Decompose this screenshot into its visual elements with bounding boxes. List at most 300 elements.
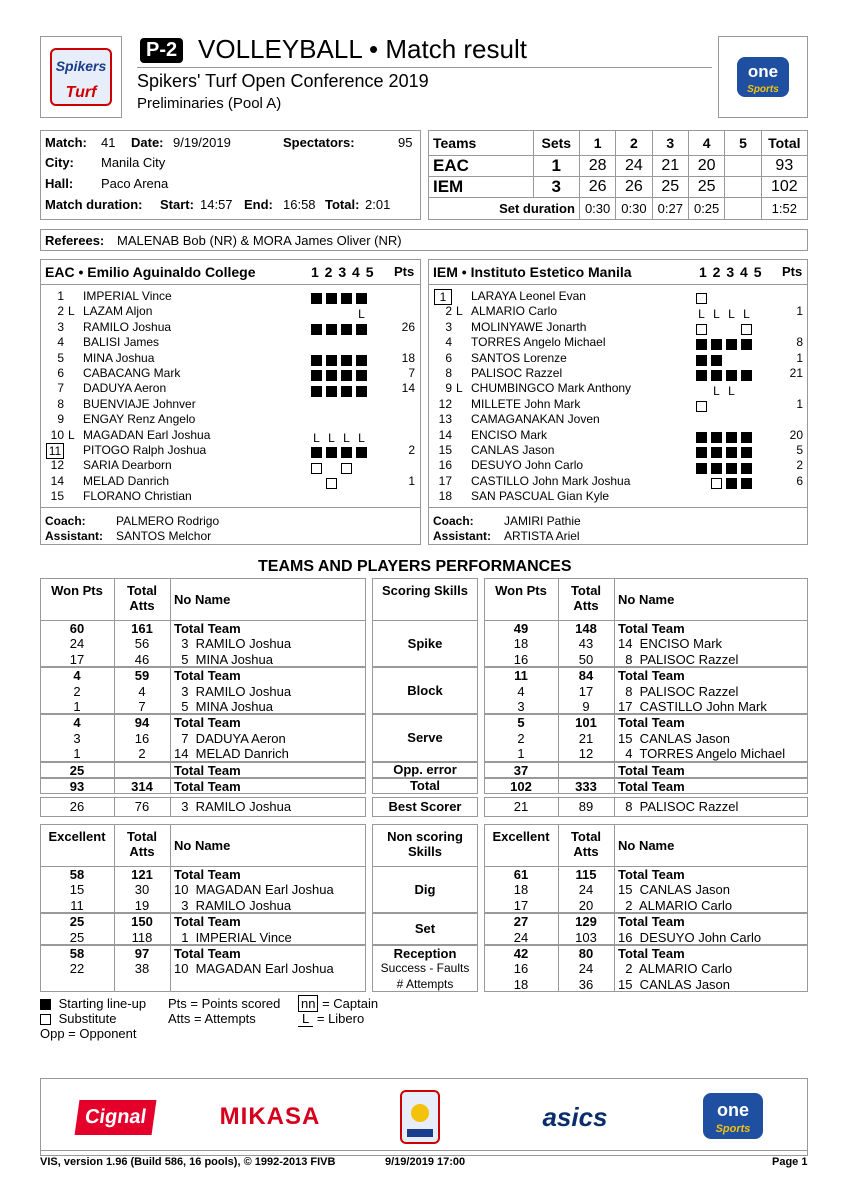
best-scorer-name: 8 PALISOC Razzel: [618, 799, 739, 814]
assistant-name: SANTOS Melchor: [116, 529, 212, 543]
player-row: [428, 474, 808, 489]
value-first: 1: [73, 746, 81, 762]
value-name: 15 CANLAS Jason: [618, 730, 731, 746]
starting-square-icon: [711, 370, 722, 381]
starting-square-icon: [696, 432, 707, 443]
value-first: 5: [517, 715, 525, 731]
player-points: 20: [789, 427, 803, 442]
date-label: Date:: [131, 135, 164, 150]
starting-square-icon: [696, 463, 707, 474]
set-presence: [311, 413, 391, 426]
starting-square-icon: [356, 355, 367, 366]
player-number: 13: [438, 412, 452, 427]
set-score: 20: [688, 156, 724, 177]
svg-text:Turf: Turf: [65, 84, 97, 101]
starting-square-icon: [711, 447, 722, 458]
set-presence: [311, 367, 391, 380]
player-number: 16: [438, 458, 452, 473]
value-total: 30: [134, 882, 150, 898]
value-total: 43: [578, 636, 594, 652]
value-first: 49: [513, 621, 529, 636]
starting-square-icon: [356, 324, 367, 335]
libero-marker: L: [728, 384, 735, 399]
value-first: 58: [69, 867, 85, 882]
set-presence: [696, 475, 776, 488]
assistant-label: Assistant:: [433, 529, 492, 543]
points-header: Pts: [782, 264, 803, 279]
player-number: 12: [50, 458, 64, 473]
set-score: 25: [652, 177, 688, 198]
set-presence: [311, 475, 391, 488]
value-name: 5 MINA Joshua: [174, 699, 273, 714]
starting-square-icon: [326, 355, 337, 366]
player-name: FLORANO Christian: [83, 489, 192, 504]
player-row: [428, 397, 808, 412]
value-name: Total Team: [174, 668, 241, 684]
starting-square-icon: [341, 386, 352, 397]
starting-square-icon: [341, 447, 352, 458]
value-total: 118: [131, 929, 153, 945]
value-total: 16: [134, 730, 150, 746]
referees-label: Referees:: [45, 233, 105, 248]
player-row: [40, 458, 420, 473]
total-label: Total:: [325, 197, 360, 212]
player-number: 5: [57, 350, 64, 365]
value-name: Total Team: [618, 914, 685, 930]
value-first: 25: [69, 929, 85, 945]
col-divider: [114, 578, 115, 621]
end-label: End:: [244, 197, 273, 212]
player-row: [40, 351, 420, 366]
col-header-no-name: No Name: [618, 592, 675, 607]
skill-subtitle: Success - Faults: [380, 961, 470, 976]
legend-opp: Opp = Opponent: [40, 1026, 137, 1041]
spectators-label: Spectators:: [283, 135, 355, 150]
legend-pts: Pts = Points scored: [168, 996, 281, 1011]
footer-timestamp: 9/19/2019 17:00: [385, 1156, 466, 1168]
value-total: 19: [134, 897, 150, 913]
player-row: [428, 289, 808, 304]
starting-square-icon: [341, 324, 352, 335]
starting-square-icon: [356, 386, 367, 397]
value-name: 14 ENCISO Mark: [618, 636, 723, 652]
svg-text:one: one: [716, 1100, 750, 1120]
starting-square-icon: [696, 355, 707, 366]
substitute-square-icon: [40, 1014, 51, 1025]
set-duration: 0:25: [688, 198, 724, 220]
value-first: 24: [69, 636, 85, 652]
player-number: 7: [57, 381, 64, 396]
score-header: 3: [652, 131, 688, 156]
score-sets: 3: [533, 177, 579, 198]
starting-square-icon: [326, 447, 337, 458]
set-presence: [311, 336, 391, 349]
best-scorer-pts: 21: [513, 799, 529, 814]
libero-marker: L: [713, 307, 720, 322]
score-header: 5: [725, 131, 761, 156]
player-number: 4: [445, 335, 452, 350]
starting-square-icon: [741, 478, 752, 489]
libero-marker: L: [343, 430, 350, 445]
city-value: Manila City: [101, 155, 166, 170]
player-name: CABACANG Mark: [83, 366, 181, 380]
value-name: 4 TORRES Angelo Michael: [618, 746, 786, 762]
value-name: Total Team: [618, 946, 685, 961]
match-label: Match:: [45, 135, 87, 150]
value-total: 84: [578, 668, 594, 684]
city-label: City:: [45, 155, 74, 170]
set-presence: [311, 352, 391, 365]
starting-square-icon: [311, 447, 322, 458]
value-name: Total Team: [174, 621, 241, 636]
value-first: 22: [69, 961, 85, 977]
player-number: 2: [445, 304, 452, 319]
col-divider: [614, 945, 615, 992]
libero-flag: L: [456, 304, 463, 319]
player-number: 3: [445, 319, 452, 334]
value-first: 60: [69, 621, 85, 636]
value-name: Total Team: [618, 779, 685, 794]
set-duration: 0:30: [616, 198, 652, 220]
player-number: 2: [57, 304, 64, 319]
value-first: 16: [513, 651, 529, 667]
set-score: 24: [616, 156, 652, 177]
player-number: 15: [438, 443, 452, 457]
player-points: 1: [796, 396, 803, 411]
col-header-no-name: No Name: [174, 592, 231, 607]
footer-page: Page 1: [772, 1156, 808, 1168]
value-total: 103: [575, 929, 597, 945]
end-time: 16:58: [283, 197, 316, 212]
player-points: 18: [401, 350, 415, 365]
value-total: 4: [138, 683, 146, 699]
player-name: BUENVIAJE Johnver: [83, 396, 196, 411]
player-points: 26: [401, 319, 415, 334]
substitute-square-icon: [311, 463, 322, 474]
player-number: 11: [46, 443, 64, 459]
col-header-no-name: No Name: [618, 838, 675, 853]
col-divider: [170, 667, 171, 714]
col-divider: [170, 913, 171, 945]
value-total: 24: [578, 961, 594, 977]
team-b-divider: [428, 284, 808, 285]
player-name: ENCISO Mark: [471, 427, 548, 442]
starting-square-icon: [326, 386, 337, 397]
value-name: Total Team: [618, 668, 685, 684]
set-score: 26: [579, 177, 615, 198]
player-row: [40, 412, 420, 427]
value-total: 314: [131, 779, 153, 794]
player-row: [428, 428, 808, 443]
set-score: 25: [688, 177, 724, 198]
player-row: [40, 320, 420, 335]
player-row: [40, 443, 420, 458]
player-row: [40, 381, 420, 396]
col-divider: [614, 913, 615, 945]
libero-marker: L: [313, 430, 320, 445]
substitute-square-icon: [326, 478, 337, 489]
best-scorer-label: Best Scorer: [388, 799, 462, 814]
player-number: 9: [57, 412, 64, 427]
value-first: 3: [517, 699, 525, 714]
value-total: 150: [131, 914, 153, 930]
value-name: 10 MAGADAN Earl Joshua: [174, 961, 334, 977]
value-first: 18: [513, 636, 529, 652]
player-name: MELAD Danrich: [83, 473, 170, 488]
col-header-total: Total Atts: [126, 583, 158, 613]
player-row: [40, 304, 420, 322]
score-total: 93: [761, 156, 807, 177]
player-name: BALISI James: [83, 335, 160, 350]
starting-square-icon: [311, 293, 322, 304]
player-name: ALMARIO Carlo: [471, 304, 558, 319]
value-name: 14 MELAD Danrich: [174, 746, 289, 762]
one-sports-sponsor-logo: [693, 1085, 773, 1149]
player-points: 8: [796, 335, 803, 350]
player-points: 21: [789, 366, 803, 380]
col-divider: [170, 824, 171, 867]
value-name: 16 DESUYO John Carlo: [618, 929, 762, 945]
player-number: 9: [445, 381, 452, 396]
set-presence: [696, 290, 776, 303]
value-name: Total Team: [174, 946, 241, 961]
substitute-square-icon: [696, 401, 707, 412]
player-points: 6: [796, 473, 803, 488]
player-name: LARAYA Leonel Evan: [471, 289, 586, 303]
value-first: 42: [513, 946, 529, 961]
starting-square-icon: [341, 370, 352, 381]
total-set-duration: 1:52: [771, 201, 797, 216]
score-header: 4: [688, 131, 724, 156]
set-presence: [696, 367, 776, 380]
duration-label: Match duration:: [45, 197, 143, 212]
value-name: 5 MINA Joshua: [174, 651, 273, 667]
svg-text:one: one: [747, 62, 779, 81]
set-presence: [696, 398, 776, 411]
player-number: 6: [57, 366, 64, 380]
substitute-square-icon: [696, 293, 707, 304]
set-presence: [311, 490, 391, 503]
set-score: [725, 156, 761, 177]
set-score: 21: [652, 156, 688, 177]
substitute-square-icon: [341, 463, 352, 474]
col-divider: [614, 762, 615, 778]
skill-name: Dig: [414, 881, 436, 897]
player-name: SAN PASCUAL Gian Kyle: [471, 489, 610, 504]
spikers-turf-sponsor-logo: [395, 1085, 445, 1149]
set-duration: [725, 198, 761, 220]
player-name: IMPERIAL Vince: [83, 289, 172, 303]
spikers-turf-logo: [40, 36, 122, 118]
value-first: 2: [517, 730, 525, 746]
competition-phase: Preliminaries (Pool A): [137, 95, 282, 112]
col-header-skills: Non scoring Skills: [387, 829, 463, 859]
col-divider: [170, 620, 171, 667]
player-points: 1: [796, 304, 803, 319]
set-presence: [696, 321, 776, 334]
player-name: CHUMBINGCO Mark Anthony: [471, 381, 632, 396]
set-duration: 0:30: [579, 198, 615, 220]
player-row: [40, 474, 420, 489]
value-total: 46: [134, 651, 150, 667]
value-total: 148: [575, 621, 597, 636]
value-name: Total Team: [618, 715, 685, 731]
value-name: Total Team: [174, 914, 241, 930]
libero-marker: L: [328, 430, 335, 445]
player-points: 2: [408, 443, 415, 457]
footer-version: VIS, version 1.96 (Build 586, 16 pools), © 1992-2013 FIVB: [40, 1156, 336, 1168]
value-total: 129: [575, 914, 597, 930]
skill-name: Total: [409, 778, 441, 794]
score-header: Sets: [533, 131, 579, 156]
title-divider: [137, 67, 712, 68]
value-name: Total Team: [174, 779, 241, 794]
best-scorer-atts: 89: [578, 799, 594, 814]
value-first: 18: [513, 976, 529, 992]
starting-square-icon: [326, 324, 337, 335]
assistant-name: ARTISTA Ariel: [504, 529, 580, 543]
player-row: [40, 397, 420, 412]
value-first: 27: [513, 914, 529, 930]
player-number: 3: [57, 319, 64, 334]
starting-square-icon: [711, 463, 722, 474]
legend-substitute: Substitute: [40, 1011, 116, 1026]
col-header-no-name: No Name: [174, 838, 231, 853]
value-total: 9: [582, 699, 590, 714]
value-first: 4: [73, 715, 81, 731]
legend-starting: Starting line-up: [40, 996, 146, 1011]
player-row: [40, 489, 420, 504]
col-divider: [114, 762, 115, 778]
set-presence: [696, 429, 776, 442]
starting-square-icon: [741, 370, 752, 381]
score-header: 2: [616, 131, 652, 156]
starting-square-icon: [696, 447, 707, 458]
cignal-logo: Cignal: [66, 1085, 166, 1149]
coach-label: Coach:: [45, 514, 86, 528]
set-presence: [696, 413, 776, 426]
value-name: 2 ALMARIO Carlo: [618, 961, 733, 977]
value-total: 50: [578, 651, 594, 667]
col-divider: [170, 866, 171, 913]
starting-square-icon: [311, 386, 322, 397]
score-team: EAC: [429, 156, 534, 177]
col-header-first: Excellent: [492, 829, 550, 844]
col-header-first: Won Pts: [51, 583, 103, 598]
value-total: 36: [578, 976, 594, 992]
col-divider: [614, 824, 615, 867]
team-b-coach-divider: [428, 507, 808, 508]
value-total: 7: [138, 699, 146, 714]
value-total: 56: [134, 636, 150, 652]
value-total: 38: [134, 961, 150, 977]
set-score: 28: [579, 156, 615, 177]
player-name: DESUYO John Carlo: [471, 458, 584, 473]
libero-flag: L: [68, 304, 75, 319]
value-name: Total Team: [174, 762, 241, 778]
hall-label: Hall:: [45, 176, 74, 191]
sets-header: 1 2 3 4 5: [311, 264, 374, 280]
set-presence: [311, 444, 391, 457]
set-presence: [696, 382, 776, 399]
starting-square-icon: [711, 339, 722, 350]
value-first: 16: [513, 961, 529, 977]
player-name: DADUYA Aeron: [83, 381, 167, 396]
col-divider: [170, 778, 171, 794]
referees-names: MALENAB Bob (NR) & MORA James Oliver (NR): [117, 233, 402, 248]
starting-square-icon: [311, 355, 322, 366]
footer-divider: [40, 1150, 808, 1151]
player-number: 10: [50, 427, 64, 442]
starting-square-icon: [341, 355, 352, 366]
substitute-square-icon: [711, 478, 722, 489]
coach-name: JAMIRI Pathie: [504, 514, 581, 528]
value-first: 3: [73, 730, 81, 746]
value-name: 15 CANLAS Jason: [618, 976, 731, 992]
player-name: MINA Joshua: [83, 350, 155, 365]
col-divider: [558, 824, 559, 867]
starting-square-icon: [326, 293, 337, 304]
skill-name: Block: [407, 682, 443, 698]
col-divider: [614, 667, 615, 714]
starting-square-icon: [311, 324, 322, 335]
best-scorer-pts: 26: [69, 799, 85, 814]
value-name: 8 PALISOC Razzel: [618, 651, 739, 667]
team-name: IEM • Instituto Estetico Manila: [433, 264, 632, 280]
player-name: LAZAM Aljon: [83, 304, 153, 319]
team-name: EAC • Emilio Aguinaldo College: [45, 264, 256, 280]
libero-marker: L: [358, 430, 365, 445]
starting-square-icon: [741, 339, 752, 350]
player-row: [428, 443, 808, 458]
set-duration-label: Set duration: [429, 198, 580, 220]
value-name: Total Team: [174, 867, 241, 882]
value-name: 3 RAMILO Joshua: [174, 636, 292, 652]
col-divider: [614, 866, 615, 913]
sets-header: 1 2 3 4 5: [699, 264, 762, 280]
set-presence: [311, 429, 391, 445]
starting-square-icon: [341, 293, 352, 304]
value-total: 24: [578, 882, 594, 898]
col-divider: [114, 824, 115, 867]
player-points: 7: [408, 366, 415, 380]
player-row: [40, 428, 420, 443]
score-header: Teams: [429, 131, 534, 156]
set-presence: [311, 305, 391, 322]
col-divider: [614, 714, 615, 761]
starting-square-icon: [356, 293, 367, 304]
value-first: 37: [513, 762, 529, 778]
player-row: [40, 289, 420, 304]
player-row: [428, 458, 808, 473]
player-number: 1: [434, 289, 452, 305]
col-divider: [614, 797, 615, 817]
starting-square-icon: [726, 447, 737, 458]
player-points: 1: [408, 473, 415, 488]
starting-square-icon: [356, 370, 367, 381]
legend-atts: Atts = Attempts: [168, 1011, 256, 1026]
skill-name: Serve: [407, 730, 443, 745]
mikasa-logo: MIKASA: [219, 1103, 321, 1130]
starting-square-icon: [726, 339, 737, 350]
skill-name: Spike: [407, 635, 443, 651]
asics-logo: asics: [542, 1101, 608, 1132]
page-badge: P-2: [140, 38, 183, 63]
player-row: [428, 366, 808, 381]
player-points: 14: [401, 381, 415, 396]
svg-text:Sports: Sports: [747, 84, 779, 95]
starting-square-icon: [726, 478, 737, 489]
